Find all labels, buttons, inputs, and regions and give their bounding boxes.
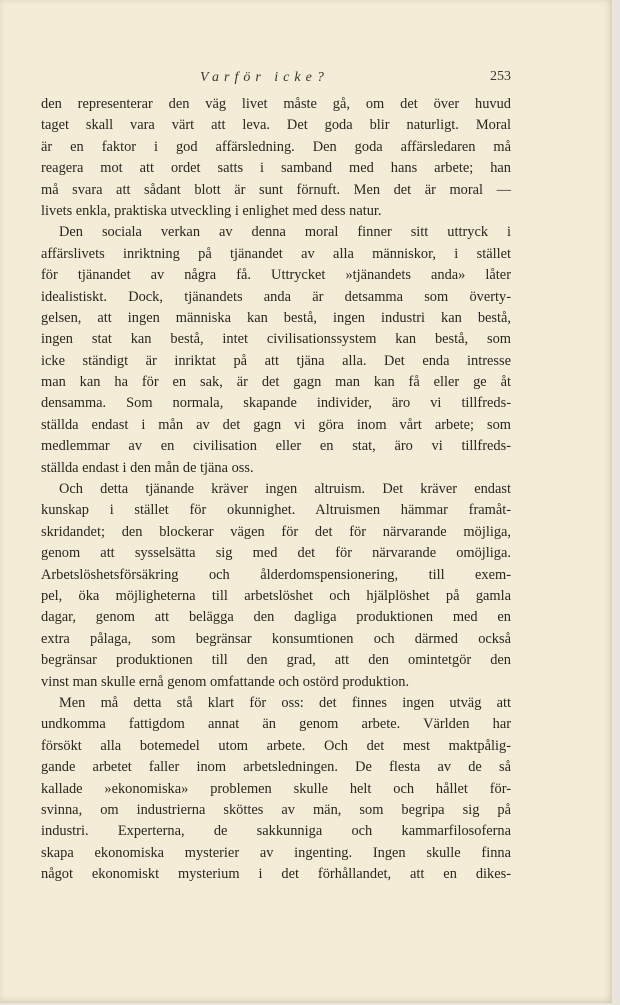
text-line: undkomma fattigdom annat än genom arbete. Världen har xyxy=(41,716,511,733)
text-line: icke ständigt är inriktat på att tjäna alla. Det enda intresse xyxy=(41,352,511,369)
text-line: må svara att sådant blott är sunt förnuft. Men det är moral — xyxy=(41,181,511,198)
text-line: genom att sysselsätta sig med det för närvarande omöjliga. xyxy=(41,545,511,562)
text-line: försökt alla botemedel utom arbete. Och det mest maktpålig- xyxy=(41,737,511,754)
text-line: livets enkla, praktiska utveckling i enlighet med dess natur. xyxy=(41,202,382,219)
page-number: 253 xyxy=(490,69,511,84)
text-line: Den sociala verkan av denna moral finner sitt uttryck i xyxy=(59,224,511,241)
text-line: skapa ekonomiska mysterier av ingenting. Ingen skulle finna xyxy=(41,844,511,861)
text-line: vinst man skulle ernå genom omfattande och ostörd produktion. xyxy=(41,673,410,690)
text-line: Arbetslöshetsförsäkring och ålderdomspensionering, till exem- xyxy=(41,566,511,583)
text-line: ställda endast i mån av det gagn vi göra inom vårt arbete; som xyxy=(41,416,511,433)
text-line: reagera mot att ordet satts i samband med hans arbete; han xyxy=(41,160,511,177)
text-line: ingen stat kan bestå, intet civilisationssystem kan bestå, som xyxy=(41,331,511,348)
running-title: Varför icke? xyxy=(200,70,329,85)
text-line: gande arbetet faller inom arbetsledningen. De flesta av de så xyxy=(41,759,511,776)
text-line: Men må detta stå klart för oss: det finnes ingen utväg att xyxy=(59,694,511,711)
text-line: kunskap i stället för okunnighet. Altruismen hämmar framåt- xyxy=(41,502,511,519)
text-line: densamma. Som normala, skapande individer, äro vi tillfreds- xyxy=(41,395,511,412)
text-line: medlemmar av en civilisation eller en stat, äro vi tillfreds- xyxy=(41,438,511,455)
text-line: taget skall vara värt att leva. Det goda blir naturligt. Moral xyxy=(41,117,511,134)
text-line: gelsen, att ingen människa kan bestå, ingen industri kan bestå, xyxy=(41,309,511,326)
text-line: svinna, om industrierna sköttes av män, som begripa sig på xyxy=(41,801,511,818)
text-line: begränsar produktionen till den grad, att den omintetgör den xyxy=(41,652,511,669)
text-line: dagar, genom att belägga den dagliga produktionen med en xyxy=(41,609,511,626)
text-line: idealistiskt. Dock, tjänandets anda är detsamma som överty- xyxy=(41,288,511,305)
text-line: något ekonomiskt mysterium i det förhållandet, att en dikes- xyxy=(41,866,511,883)
text-line: skridandet; den blockerar vägen för det för närvarande möjliga, xyxy=(41,523,511,540)
text-line: affärslivets inriktning på tjänandet av alla människor, i stället xyxy=(41,245,511,262)
text-line: Och detta tjänande kräver ingen altruism. Det kräver endast xyxy=(59,481,511,498)
text-line: pel, öka möjligheterna till arbetslöshet och hjälplöshet på gamla xyxy=(41,587,511,604)
text-line: ställda endast i den mån de tjäna oss. xyxy=(41,459,254,476)
text-line: industri. Experterna, de sakkunniga och kammarfilosoferna xyxy=(41,823,511,840)
text-line: man kan ha för en sak, är det gagn man kan få eller ge åt xyxy=(41,374,511,391)
text-line: den representerar den väg livet måste gå, om det över huvud xyxy=(41,96,511,112)
body-text xyxy=(41,94,511,885)
text-line: extra pålaga, som begränsar konsumtionen och därmed också xyxy=(41,630,511,647)
text-line: för tjänandet av några få. Uttrycket »tjänandets anda» låter xyxy=(41,267,511,284)
text-line: är en faktor i god affärsledning. Den goda affärsledaren må xyxy=(41,138,511,155)
text-line: kallade »ekonomiska» problemen skulle helt och hållet för- xyxy=(41,780,511,797)
